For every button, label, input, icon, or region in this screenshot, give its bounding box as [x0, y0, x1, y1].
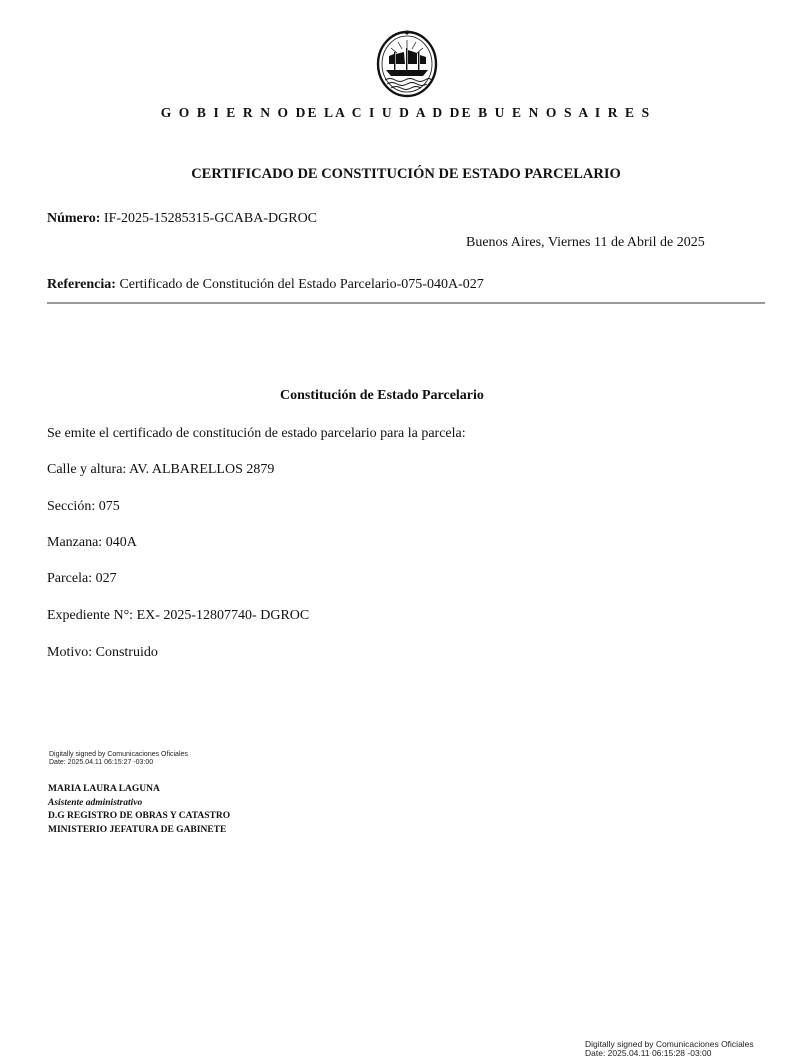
numero-value: IF-2025-15285315-GCABA-DGROC	[103, 211, 318, 226]
digital-signature-stamp	[49, 751, 188, 767]
reference	[47, 277, 484, 293]
motivo: Motivo: Construido	[47, 645, 158, 660]
footer-digital-signature	[585, 1040, 754, 1058]
expediente: Expediente N°: EX- 2025-12807740- DGROC	[47, 608, 310, 623]
document-number	[47, 211, 317, 227]
referencia-label: Referencia:	[47, 277, 116, 292]
referencia-value: Certificado de Constitución del Estado Parcelario-075-040A-027	[119, 277, 484, 292]
document-title: CERTIFICADO DE CONSTITUCIÓN DE ESTADO PARCELARIO	[191, 166, 621, 182]
manzana: Manzana: 040A	[47, 535, 137, 550]
footer-signature-date: Date: 2025.04.11 06:15:28 -03:00	[585, 1048, 712, 1058]
date: Viernes 11 de Abril de 2025	[547, 235, 705, 250]
seccion: Sección: 075	[47, 499, 120, 514]
government-heading: G O B I E R N O DE LA C I U D A D DE B U E N O S A I R E S	[160, 105, 652, 120]
footer-signed-by: Digitally signed by Comunicaciones Oficiales	[585, 1039, 754, 1049]
signature-signed-by: Digitally signed by Comunicaciones Oficiales	[49, 751, 188, 758]
signature-date: Date: 2025.04.11 06:15:27 -03:00	[49, 759, 154, 766]
signer-name: MARIA LAURA LAGUNA	[48, 784, 160, 794]
section-title: Constitución de Estado Parcelario	[280, 388, 484, 403]
numero-label: Número:	[47, 211, 101, 226]
intro-text: Se emite el certificado de constitución de estado parcelario para la parcela:	[47, 426, 466, 441]
signer-office: D.G REGISTRO DE OBRAS Y CATASTRO	[48, 811, 231, 821]
separator-rule	[47, 302, 765, 304]
place: Buenos Aires,	[466, 235, 545, 250]
place-date	[466, 235, 705, 251]
signer-ministry: MINISTERIO JEFATURA DE GABINETE	[48, 824, 227, 835]
signer-position: Asistente administrativo	[48, 797, 143, 808]
city-coat-of-arms-seal	[376, 26, 438, 98]
signer-block	[48, 783, 230, 837]
calle-altura: Calle y altura: AV. ALBARELLOS 2879	[47, 462, 275, 477]
parcela: Parcela: 027	[47, 571, 117, 586]
